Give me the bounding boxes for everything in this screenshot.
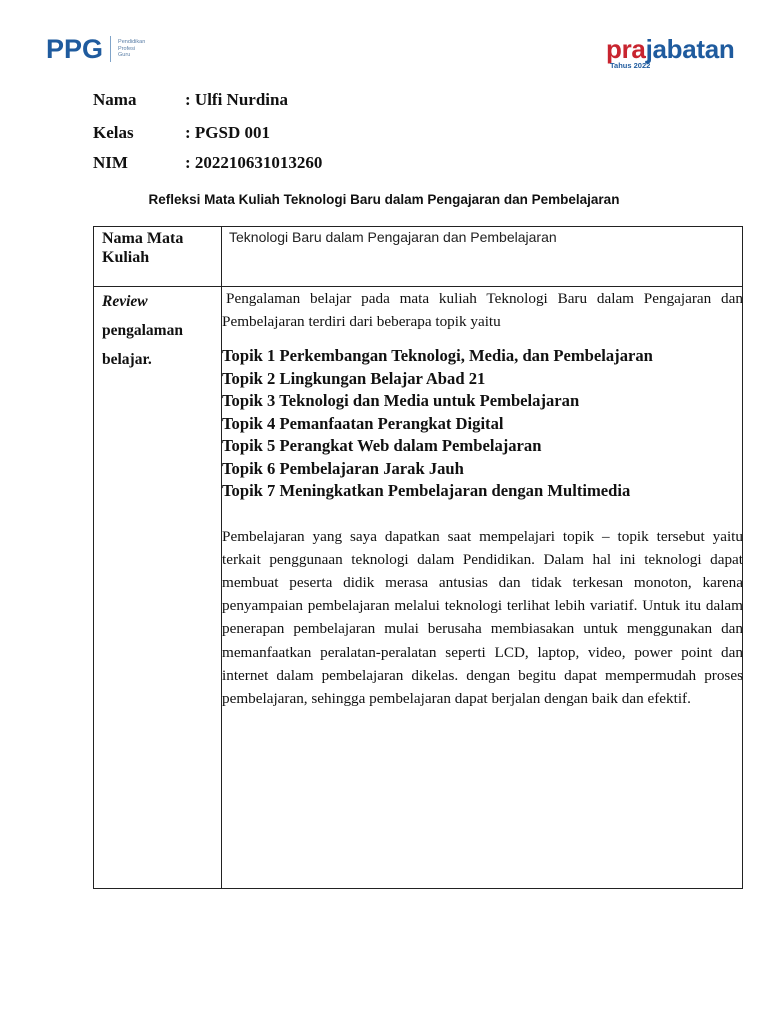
topic-item: Topik 3 Teknologi dan Media untuk Pembelajaran — [222, 391, 580, 410]
identity-value: : Ulfi Nurdina — [185, 90, 288, 109]
identity-label: NIM — [93, 153, 128, 172]
topic-item: Topik 4 Pemanfaatan Perangkat Digital — [222, 413, 504, 433]
prajabatan-year: Tahus 2022 — [610, 61, 651, 70]
topic-item: Topik 1 Perkembangan Teknologi, Media, dan Pembelajaran — [222, 346, 653, 365]
topic-item: Topik 5 Perangkat Web dalam Pembelajaran — [222, 436, 542, 455]
review-label-italic: Review — [102, 293, 148, 310]
ppg-logo — [46, 34, 145, 64]
ppg-logo-divider — [110, 36, 111, 62]
review-label — [102, 287, 217, 374]
review-label-line3: belajar. — [102, 351, 152, 368]
identity-label: Kelas — [93, 123, 134, 142]
reflection-table — [93, 226, 743, 889]
prajabatan-wordmark — [606, 34, 738, 64]
reflection-paragraph: Pembelajaran yang saya dapatkan saat mempelajari topik – topik tersebut yaitu terkait penggunaan teknologi dalam Pendidikan. Dalam hal ini teknologi dapat membuat peserta didik merasa antusias dan tidak terkesan monoton, karena penyampaian pembelajaran melalui teknologi terlihat lebih variatif. Untuk itu dalam penerapan pembelajaran mulai berusaha membiasakan untuk menggunakan dan memanfaatkan peralatan-peralatan seperti LCD, laptop, video, power point dan internet dalam pembelajaran dikelas. dengan begitu dapat mempermudah proses pembelajaran, sehingga pembelajaran dapat berjalan dengan baik dan efektif. — [222, 527, 743, 707]
review-intro: Pengalaman belajar pada mata kuliah Teknologi Baru dalam Pengajaran dan Pembelajaran terdiri dari beberapa topik yaitu — [222, 290, 743, 330]
course-name-value: Teknologi Baru dalam Pengajaran dan Pembelajaran — [229, 229, 557, 245]
review-content — [222, 287, 743, 725]
ppg-sub-line: Guru — [118, 52, 131, 59]
prajabatan-logo — [606, 34, 738, 70]
topic-item: Topik 6 Pembelajaran Jarak Jauh — [222, 458, 464, 478]
document-title: Refleksi Mata Kuliah Teknologi Baru dalam Pengajaran dan Pembelajaran — [148, 192, 620, 207]
topic-item: Topik 2 Lingkungan Belajar Abad 21 — [222, 368, 486, 388]
topic-item: Topik 7 Meningkatkan Pembelajaran dengan Multimedia — [222, 481, 631, 500]
identity-value: : 202210631013260 — [185, 153, 323, 172]
review-label-line2: pengalaman — [102, 322, 183, 339]
ppg-sub-line: Pendidikan — [118, 39, 146, 46]
topic-list — [222, 345, 743, 503]
identity-value: : PGSD 001 — [185, 123, 270, 142]
identity-label: Nama — [93, 90, 137, 109]
prajabatan-word-part2: jabatan — [645, 34, 735, 64]
prajabatan-word-part1: pra — [606, 34, 646, 64]
course-name-label: Nama Mata Kuliah — [102, 230, 184, 266]
ppg-sub-line: Profesi — [118, 45, 136, 52]
ppg-logo-subtitle — [118, 39, 145, 59]
ppg-logo-text: PPG — [46, 34, 104, 64]
